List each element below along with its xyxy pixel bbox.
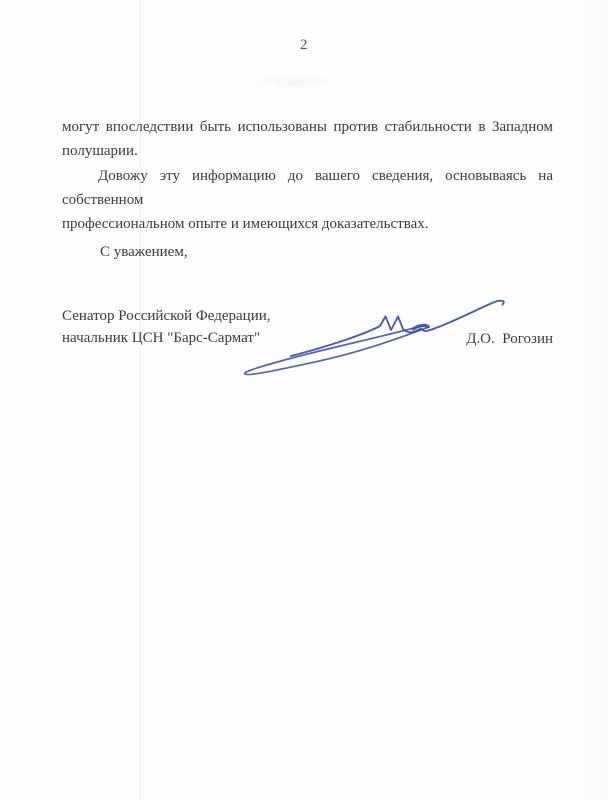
signer-title-line-1: Сенатор Российской Федерации, — [62, 308, 271, 324]
scan-line-artifact — [140, 0, 141, 800]
paragraph-closing-line-1: Довожу эту информацию до вашего сведения, основываясь на собственном — [62, 167, 553, 208]
signer-title-line-2: начальник ЦСН "Барс-Сармат" — [62, 330, 261, 346]
scan-smudge-artifact — [255, 74, 333, 90]
paragraph-continued-line-1: могут впоследствии быть использованы против стабильности в Западном — [62, 119, 553, 135]
letter-body — [62, 115, 553, 236]
paragraph-continued-line-2: полушарии. — [62, 143, 138, 160]
signer-name: Д.О. Рогозин — [466, 331, 553, 347]
paragraph-closing-line-2: профессиональном опыте и имеющихся доказательствах. — [62, 216, 429, 233]
page-number: 2 — [300, 37, 308, 53]
salutation: С уважением, — [100, 244, 188, 260]
